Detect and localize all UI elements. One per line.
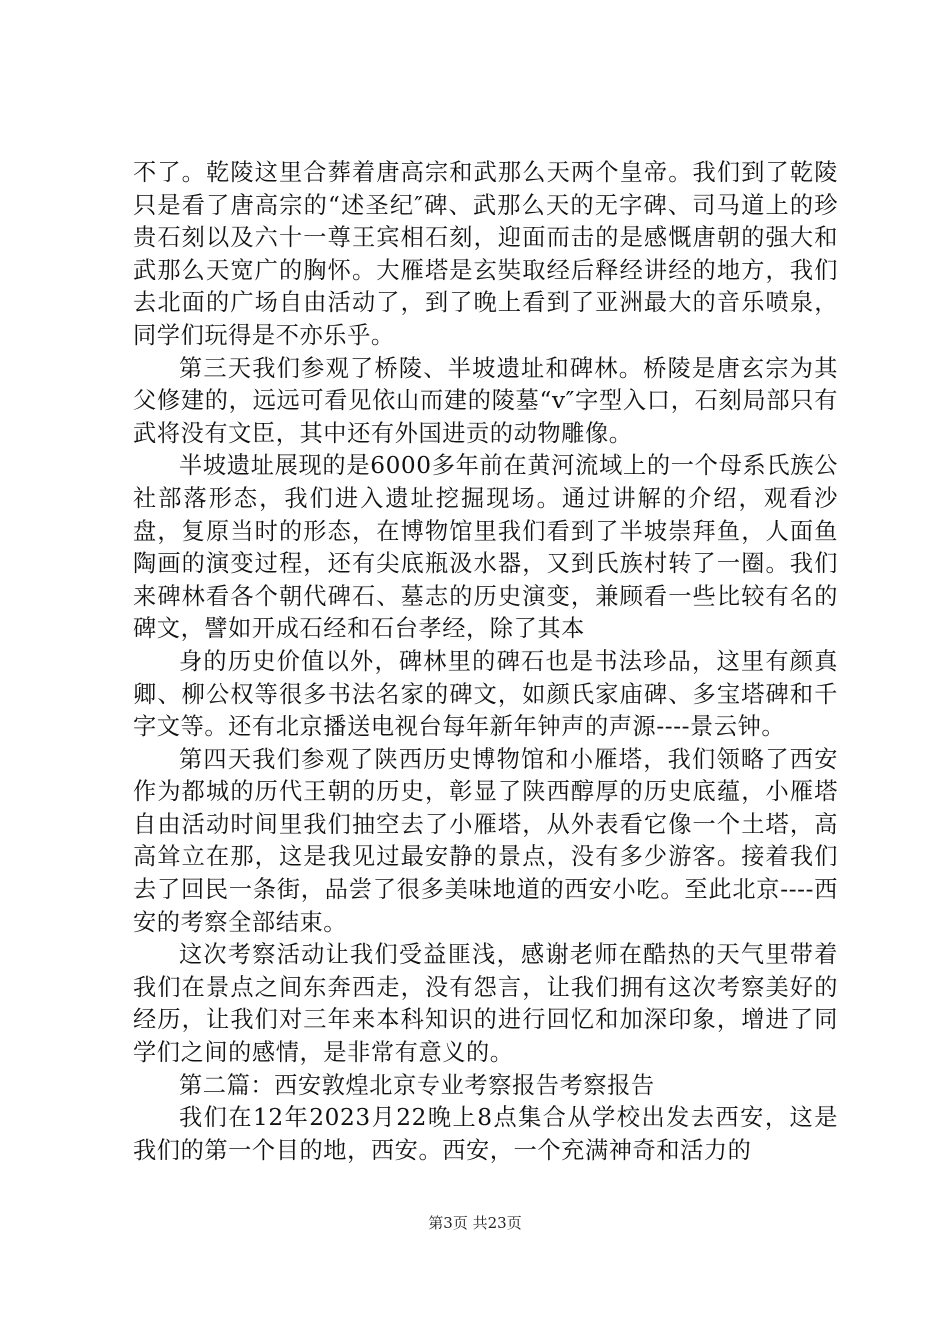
- paragraph-4: 身的历史价值以外，碑林里的碑石也是书法珍品，这里有颜真卿、柳公权等很多书法名家的碑文，如颜氏家庙碑、多宝塔碑和千字文等。还有北京播送电视台每年新年钟声的声源----景云钟。: [133, 647, 838, 741]
- document-body: [133, 157, 838, 1167]
- section-heading: 第二篇：西安敦煌北京专业考察报告考察报告: [179, 1071, 655, 1099]
- paragraph-6: 这次考察活动让我们受益匪浅，感谢老师在酷热的天气里带着我们在景点之间东奔西走，没有怨言，让我们拥有这次考察美好的经历，让我们对三年来本科知识的进行回忆和加深印象，增进了同学们之间的感情，是非常有意义的。: [133, 941, 838, 1067]
- paragraph-1: 不了。乾陵这里合葬着唐高宗和武那么天两个皇帝。我们到了乾陵只是看了唐高宗的“述圣纪″碑、武那么天的无字碑、司马道上的珍贵石刻以及六十一尊王宾相石刻，迎面而击的是感慨唐朝的强大和武那么天宽广的胸怀。大雁塔是玄奘取经后释经讲经的地方，我们去北面的广场自由活动了，到了晚上看到了亚洲最大的音乐喷泉，同学们玩得是不亦乐乎。: [133, 159, 838, 349]
- paragraph-5: 第四天我们参观了陕西历史博物馆和小雁塔，我们领略了西安作为都城的历代王朝的历史，彰显了陕西醇厚的历史底蕴，小雁塔自由活动时间里我们抽空去了小雁塔，从外表看它像一个土塔，高高耸立在那，这是我见过最安静的景点，没有多少游客。接着我们去了回民一条街，品尝了很多美味地道的西安小吃。至此北京----西安的考察全部结束。: [133, 745, 838, 936]
- paragraph-7: 我们在12年2023月22晚上8点集合从学校出发去西安，这是我们的第一个目的地，西安。西安，一个充满神奇和活力的: [133, 1104, 838, 1164]
- page-footer: [0, 1213, 950, 1233]
- paragraph-3: 半坡遗址展现的是6000多年前在黄河流域上的一个母系氏族公社部落形态，我们进入遗址挖掘现场。通过讲解的介绍，观看沙盘，复原当时的形态，在博物馆里我们看到了半坡崇拜鱼，人面鱼陶画的演变过程，还有尖底瓶汲水器，又到氏族村转了一圈。我们来碑林看各个朝代碑石、墓志的历史演变，兼顾看一些比较有名的碑文，譬如开成石经和石台孝经，除了其本: [133, 452, 838, 643]
- paragraph-2: 第三天我们参观了桥陵、半坡遗址和碑林。桥陵是唐玄宗为其父修建的，远远可看见依山而建的陵墓“v″字型入口，石刻局部只有武将没有文臣，其中还有外国进贡的动物雕像。: [133, 354, 838, 447]
- page-number: 第3页 共23页: [428, 1214, 522, 1232]
